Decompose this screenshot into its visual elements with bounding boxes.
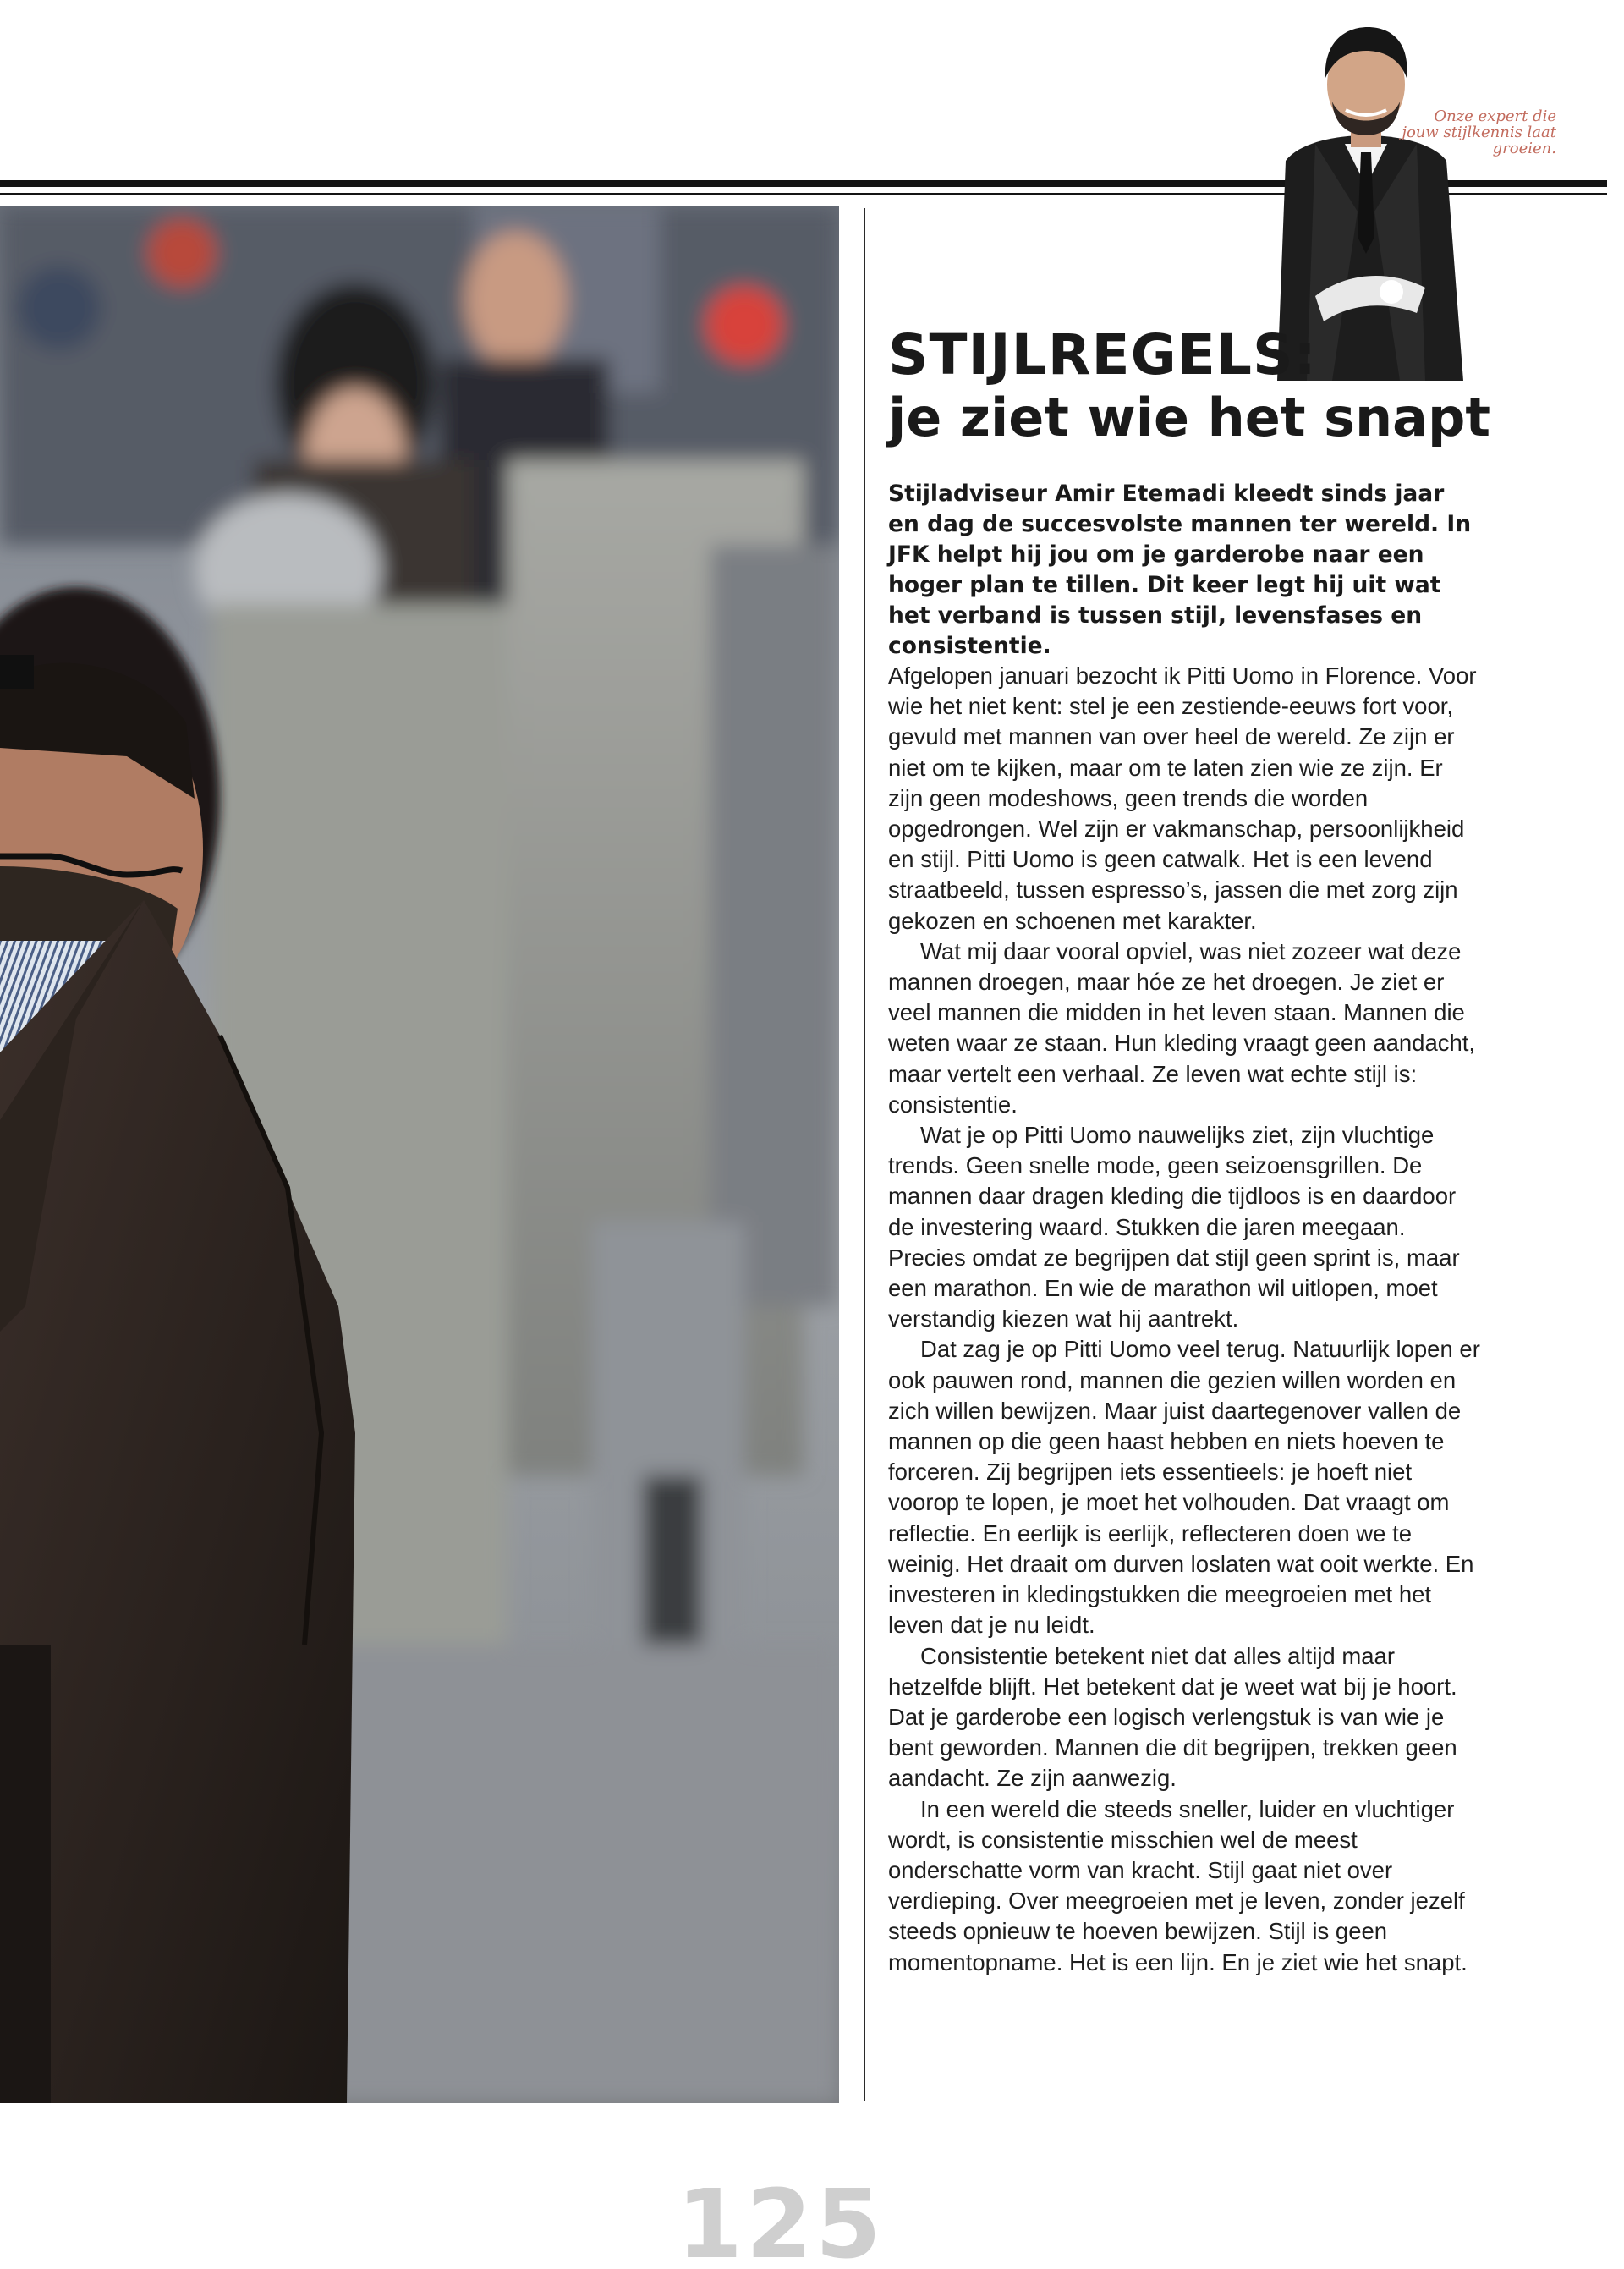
body-paragraph: Dat zag je op Pitti Uomo veel terug. Natuurlijk lopen er ook pauwen rond, mannen die gezien willen worden en zich willen bewijzen. Maar juist daartegenover vallen de mannen op die geen haast hebben en niets hoeven te forceren. Zij begrijpen iets essentieels: je hoeft niet voorop te lopen, je moet het volhouden. Dat vraagt om reflectie. En eerlijk is eerlijk, reflecteren doen we te weinig. Het draait om durven loslaten wat ooit werkte. En investeren in kledingstukken die meegroeien met het leven dat je nu leidt. — [888, 1336, 1480, 1639]
headline-subtitle: je ziet wie het snapt — [888, 387, 1490, 448]
expert-caption: Onze expert die jouw stijlkennis laat groeien. — [1402, 107, 1556, 157]
headline-title: STIJLREGELS: — [888, 322, 1317, 387]
page-number: 125 — [677, 2170, 885, 2269]
body-paragraph: Consistentie betekent niet dat alles altijd maar hetzelfde blijft. Het betekent dat je weet wat bij je hoort. Dat je garderobe een logisch verlengstuk is van wie je bent geworden. Mannen die dit begrijpen, trekken geen aandacht. Ze zijn aanwezig. — [888, 1642, 1457, 1792]
column-divider — [864, 208, 865, 2101]
article-body — [888, 661, 1480, 1978]
body-paragraph: Wat je op Pitti Uomo nauwelijks ziet, zijn vluchtige trends. Geen snelle mode, geen seizoensgrillen. De mannen daar dragen kleding die tijdloos is en daardoor de investering waard. Stukken die jaren meegaan. Precies omdat ze begrijpen dat stijl geen sprint is, maar een marathon. En wie de marathon wil uitlopen, moet verstandig kiezen wat hij aantrekt. — [888, 1122, 1460, 1332]
body-paragraph: In een wereld die steeds sneller, luider en vluchtiger wordt, is consistentie misschien wel de meest onderschatte vorm van kracht. Stijl gaat niet over verdieping. Over meegroeien met je leven, zonder jezelf steeds opnieuw te hoeven bewijzen. Stijl is geen momentopname. Het is een lijn. En je ziet wie het snapt. — [888, 1795, 1468, 1975]
article-intro: Stijladviseur Amir Etemadi kleedt sinds jaar en dag de succesvolste mannen ter wereld. In JFK helpt hij jou om je garderobe naar een hoger plan te tillen. Dit keer legt hij uit wat het verband is tussen stijl, levensfases en consistentie. — [888, 481, 1472, 659]
body-paragraph: Wat mij daar vooral opviel, was niet zozeer wat deze mannen droegen, maar hóe ze het droegen. Je ziet er veel mannen die midden in het leven staan. Mannen die weten waar ze staan. Hun kleding vraagt geen aandacht, maar vertelt een verhaal. Ze leven wat echte stijl is: consistentie. — [888, 937, 1476, 1118]
article-headline — [888, 321, 1531, 452]
body-paragraph: Afgelopen januari bezocht ik Pitti Uomo in Florence. Voor wie het niet kent: stel je een zestiende-eeuws fort voor, gevuld met mannen van over heel de wereld. Ze zijn er niet om te kijken, maar om te laten zien wie ze zijn. Er zijn geen modeshows, geen trends die worden opgedrongen. Wel zijn er vakmanschap, persoonlijkheid en stijl. Pitti Uomo is geen catwalk. Het is een levend straatbeeld, tussen espresso’s, jassen die met zorg zijn gekozen en schoenen met karakter. — [888, 662, 1477, 934]
street-crowd-photo — [0, 206, 839, 2103]
